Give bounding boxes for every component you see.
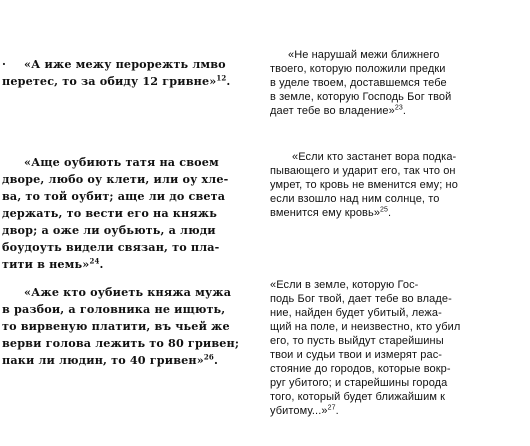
footnote-ref: 25 <box>380 206 389 214</box>
quote-line: твоего, которую положили предки <box>270 63 446 75</box>
quote-line: паки ли людин, то 40 гривен» <box>2 353 204 367</box>
quote-left-1: · «А иже межу перорежть лмво перетес, то за обиду 12 гривне»$^{12}$. <box>2 57 231 88</box>
quote-line: ние, найден будет убитый, лежа- <box>270 307 442 319</box>
quote-line: если взошло над ним солнце, то <box>270 193 440 205</box>
quote-line: стояние до городов, которые вокр- <box>270 363 451 375</box>
quote-right-2: «Если кто застанет вора подка- пывающего и ударит его, так что он умрет, то кровь не вменится ему; но если взошло над ним солнце, то вменится ему кровь»$^{25}$. <box>270 151 458 219</box>
quote-line: вменится ему кровь» <box>270 207 381 219</box>
quote-line: дворе, любо оу клети, или оу хле- <box>2 172 229 186</box>
quote-line: убитому...» <box>270 405 328 417</box>
quote-line: твои и судьи твои и измерят рас- <box>270 349 443 361</box>
quote-line: «Аже кто оубиеть княжа мужа <box>24 285 232 299</box>
quote-right-1: «Не нарушай межи ближнего твоего, которую положили предки в уделе твоем, доставшемся тебе в земле, которую Господь Бог твой дает тебе во владение»$^{23}$. <box>270 49 452 117</box>
quote-line: «А иже межу перорежть лмво <box>24 57 226 71</box>
quote-line: в разбои, а головника не ищють, <box>2 302 226 316</box>
quote-line: «Если в земле, которую Гос- <box>270 279 419 291</box>
quote-line: держать, то вести его на княжь <box>2 206 217 220</box>
quote-left-3: «Аже кто оубиеть княжа мужа в разбои, а головника не ищють, то вирвеную платити, въ чьей же верви голова лежить то 80 гривен; паки ли людин, то 40 гривен»$^{26}$. <box>2 285 240 367</box>
quote-right-3: «Если в земле, которую Гос- подь Бог твой, дает тебе во владе- ние, найден будет убитый, лежа- щий на поле, и неизвестно, кто убил его, то пусть выйдут старейшины твои и судьи твои и измерят рас- стояние до городов, которые вокр- руг убитого; и старейшины города того, который будет ближайшим к убитому...»$^{27}$. <box>270 279 461 417</box>
quote-left-2: «Аще оубиють татя на своем дворе, любо оу клети, или оу хле- ва, то той оубит; аще ли до света держать, то вести его на княжь двор; а оже ли оубьють, а люди боудоуть видели связан, то пла- тити в немь»$^{24}$. <box>2 155 229 271</box>
quote-line: ва, то той оубит; аще ли до света <box>2 189 226 203</box>
quote-line: «Не нарушай межи ближнего <box>288 49 440 61</box>
quote-line: подь Бог твой, дает тебе во владе- <box>270 293 452 305</box>
quote-line: дает тебе во владение» <box>270 105 395 117</box>
quote-line: щий на поле, и неизвестно, кто убил <box>270 321 461 333</box>
footnote-ref: 23 <box>394 104 403 112</box>
bullet-marker: · <box>2 57 7 71</box>
footnote-ref: 26 <box>203 352 214 362</box>
footnote-ref: 12 <box>216 73 227 83</box>
quote-line: того, который будет ближайшим к <box>270 391 446 403</box>
quote-line: то вирвеную платити, въ чьей же <box>2 319 230 333</box>
footnote-ref: 24 <box>89 256 100 266</box>
quote-line: перетес, то за обиду 12 гривне» <box>2 74 217 88</box>
quote-line: в уделе твоем, доставшемся тебе <box>270 77 447 89</box>
quote-line: «Аще оубиють татя на своем <box>24 155 219 169</box>
quote-line: «Если кто застанет вора подка- <box>292 151 457 163</box>
quote-line: двор; а оже ли оубьють, а люди <box>2 223 216 237</box>
quote-line: его, то пусть выйдут старейшины <box>270 335 444 347</box>
quote-line: пывающего и ударит его, так что он <box>270 165 456 177</box>
quote-line: верви голова лежить то 80 гривен; <box>2 336 240 350</box>
quote-line: тити в немь» <box>2 257 90 271</box>
quote-line: в земле, которую Господь Бог твой <box>270 91 452 103</box>
quote-line: боудоуть видели связан, то пла- <box>2 240 220 254</box>
quote-line: умрет, то кровь не вменится ему; но <box>270 179 458 191</box>
quote-line: руг убитого; и старейшины города <box>270 377 448 389</box>
footnote-ref: 27 <box>327 404 336 412</box>
